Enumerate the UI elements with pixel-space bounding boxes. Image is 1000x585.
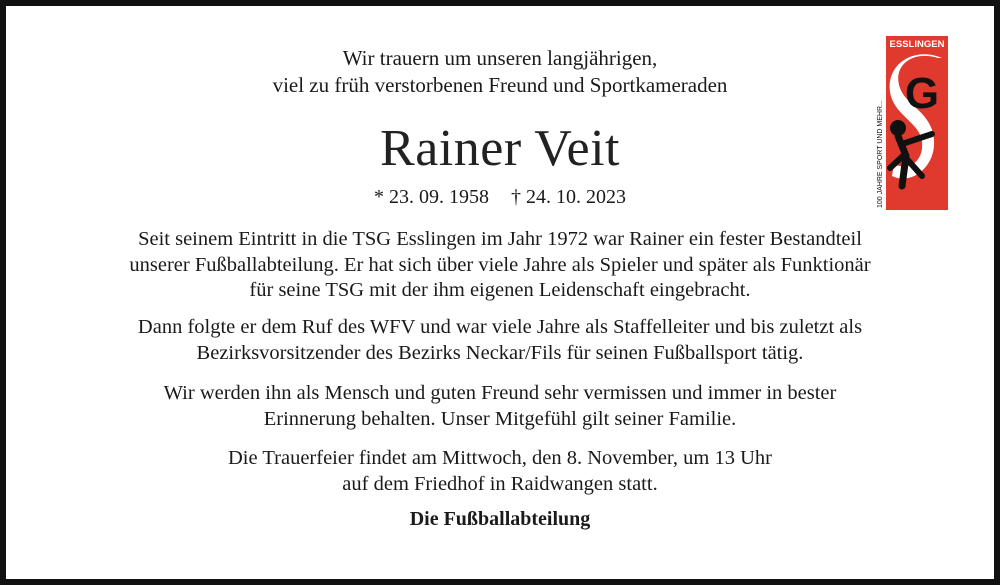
svg-text:G: G — [904, 69, 940, 118]
paragraph-career — [0, 227, 1000, 304]
deceased-name: Rainer Veit — [380, 120, 620, 177]
death-date: † 24. 10. 2023 — [511, 186, 626, 208]
paragraph-funeral — [0, 446, 1000, 497]
paragraph-line: Erinnerung behalten. Unser Mitgefühl gilt seiner Familie. — [263, 407, 737, 430]
svg-text:ESSLINGEN: ESSLINGEN — [889, 39, 945, 50]
tsg-esslingen-logo — [872, 36, 948, 210]
intro-text — [0, 45, 1000, 99]
intro-line-1: Wir trauern um unseren langjährigen, — [342, 46, 658, 70]
tsg-logo-graphic — [872, 36, 948, 210]
paragraph-line: auf dem Friedhof in Raidwangen statt. — [342, 472, 658, 495]
paragraph-line: Bezirksvorsitzender des Bezirks Neckar/Fils für seinen Fußballsport tätig. — [196, 341, 804, 364]
birth-date: * 23. 09. 1958 — [374, 186, 489, 208]
paragraph-condolence — [0, 381, 1000, 432]
paragraph-line: Die Trauerfeier findet am Mittwoch, den 8. November, um 13 Uhr — [227, 447, 772, 469]
svg-text:100 JAHRE SPORT UND MEHR...: 100 JAHRE SPORT UND MEHR... — [877, 100, 884, 208]
intro-line-2: viel zu früh verstorbenen Freund und Sportkameraden — [272, 73, 728, 97]
signature: Die Fußballabteilung — [409, 508, 591, 530]
paragraph-line: Seit seinem Eintritt in die TSG Esslingen im Jahr 1972 war Rainer ein fester Bestandteil — [138, 228, 862, 250]
paragraph-line: für seine TSG mit der ihm eigenen Leidenschaft eingebracht. — [249, 279, 751, 301]
paragraph-line: unserer Fußballabteilung. Er hat sich über viele Jahre als Spieler und später als Funktionär — [129, 253, 871, 276]
life-dates — [0, 184, 1000, 210]
paragraph-wfv — [0, 315, 1000, 366]
paragraph-line: Dann folgte er dem Ruf des WFV und war viele Jahre als Staffelleiter und bis zuletzt als — [137, 316, 863, 338]
paragraph-line: Wir werden ihn als Mensch und guten Freund sehr vermissen und immer in bester — [163, 382, 837, 404]
